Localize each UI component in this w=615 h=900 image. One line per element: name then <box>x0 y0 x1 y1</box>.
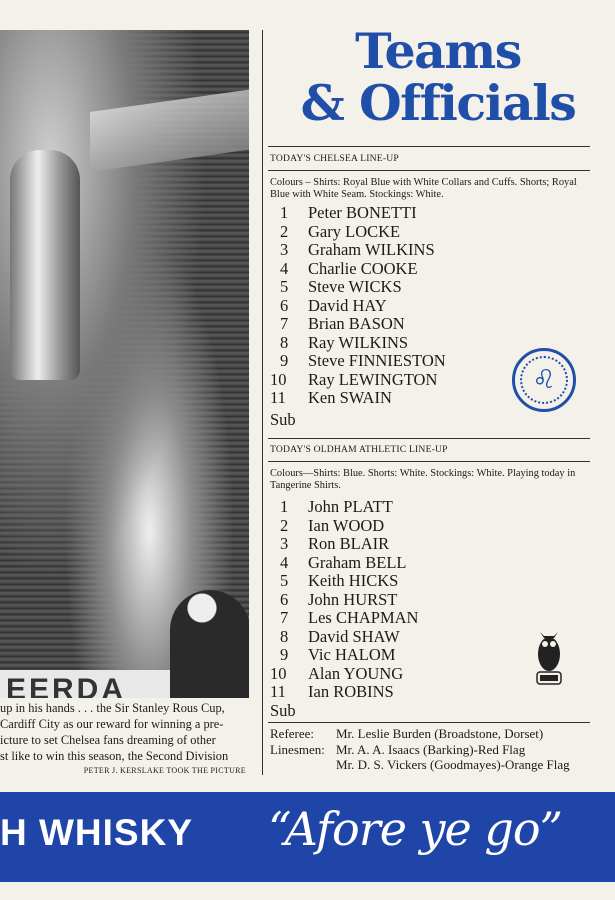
divider <box>268 146 590 147</box>
player-row: 6 John HURST <box>280 589 398 609</box>
player-row: 10 Ray LEWINGTON <box>270 369 438 389</box>
referee-row: Referee: Mr. Leslie Burden (Broadstone, Dorset) <box>270 726 544 741</box>
whisky-advert <box>0 792 615 882</box>
chelsea-player-list <box>270 204 446 408</box>
title-line-1: Teams <box>355 22 521 80</box>
player-row: 8 David SHAW <box>280 626 400 646</box>
spectator-figure <box>170 590 249 698</box>
player-row: 5 Keith HICKS <box>280 571 399 590</box>
ad-brand: H WHISKY <box>0 812 193 853</box>
trophy-cup <box>10 150 80 380</box>
caption-line: up in his hands . . . the Sir Stanley Rous Cup, <box>0 701 225 715</box>
divider <box>268 461 590 462</box>
caption-line: Cardiff City as our reward for winning a pre- <box>0 717 224 731</box>
player-row: 6 David HAY <box>280 295 387 315</box>
linesman-row: Linesmen: Mr. A. A. Isaacs (Barking)-Red Flag <box>270 741 526 757</box>
player-row: 11 Ken SWAIN <box>270 388 392 407</box>
oldham-owl-crest-icon <box>530 628 568 690</box>
page-title <box>268 22 608 132</box>
player-row: 10 Alan YOUNG <box>270 663 404 683</box>
ad-slogan: “Afore ye go” <box>268 802 563 856</box>
player-row: 7 Brian BASON <box>280 314 405 333</box>
lion-icon: ♌ <box>520 356 568 404</box>
linesman-row: Mr. D. S. Vickers (Goodmayes)-Orange Flag <box>336 757 570 772</box>
chelsea-heading: TODAY'S CHELSEA LINE-UP <box>270 153 399 164</box>
chelsea-sub: Sub <box>270 410 296 429</box>
player-row: 2 Ian WOOD <box>280 515 385 535</box>
player-row: 3 Ron BLAIR <box>280 534 390 553</box>
player-row: 9 Steve FINNIESTON <box>280 351 446 370</box>
oldham-sub: Sub <box>270 701 296 720</box>
oldham-player-list <box>270 498 418 702</box>
chelsea-colours: Colours – Shirts: Royal Blue with White Collars and Cuffs. Shorts; Royal Blue with White Seam. Stockings: White. <box>270 177 577 200</box>
player-row: 2 Gary LOCKE <box>280 221 401 241</box>
divider <box>268 722 590 723</box>
column-divider <box>262 30 263 775</box>
page-margin <box>0 882 615 900</box>
oldham-colours: Colours—Shirts: Blue. Shorts: White. Stockings: White. Playing today in Tangerine Shirts. <box>270 468 576 491</box>
match-officials <box>270 726 570 773</box>
player-row: 8 Ray WILKINS <box>280 332 409 352</box>
player-row: 11 Ian ROBINS <box>270 682 394 701</box>
player-row: 1 Peter BONETTI <box>280 203 417 222</box>
player-row: 7 Les CHAPMAN <box>280 608 419 627</box>
player-row: 4 Graham BELL <box>280 552 407 572</box>
player-row: 5 Steve WICKS <box>280 277 402 296</box>
photo-banner: EERDA <box>0 670 170 698</box>
chelsea-crest-icon <box>512 348 576 412</box>
caption-line: st like to win this season, the Second Division <box>0 749 229 763</box>
match-photo <box>0 30 249 698</box>
stadium-stand <box>90 88 249 172</box>
player-row: 9 Vic HALOM <box>280 645 396 664</box>
player-row: 4 Charlie COOKE <box>280 258 418 278</box>
photo-caption <box>0 700 252 764</box>
player-row: 1 John PLATT <box>280 497 393 516</box>
title-line-2: & Officials <box>300 74 576 132</box>
divider <box>268 170 590 171</box>
player-row: 3 Graham WILKINS <box>280 240 435 259</box>
caption-line: icture to set Chelsea fans dreaming of other <box>0 733 216 747</box>
oldham-heading: TODAY'S OLDHAM ATHLETIC LINE-UP <box>270 444 448 455</box>
divider <box>268 438 590 439</box>
photo-credit: PETER J. KERSLAKE TOOK THE PICTURE <box>83 766 246 775</box>
